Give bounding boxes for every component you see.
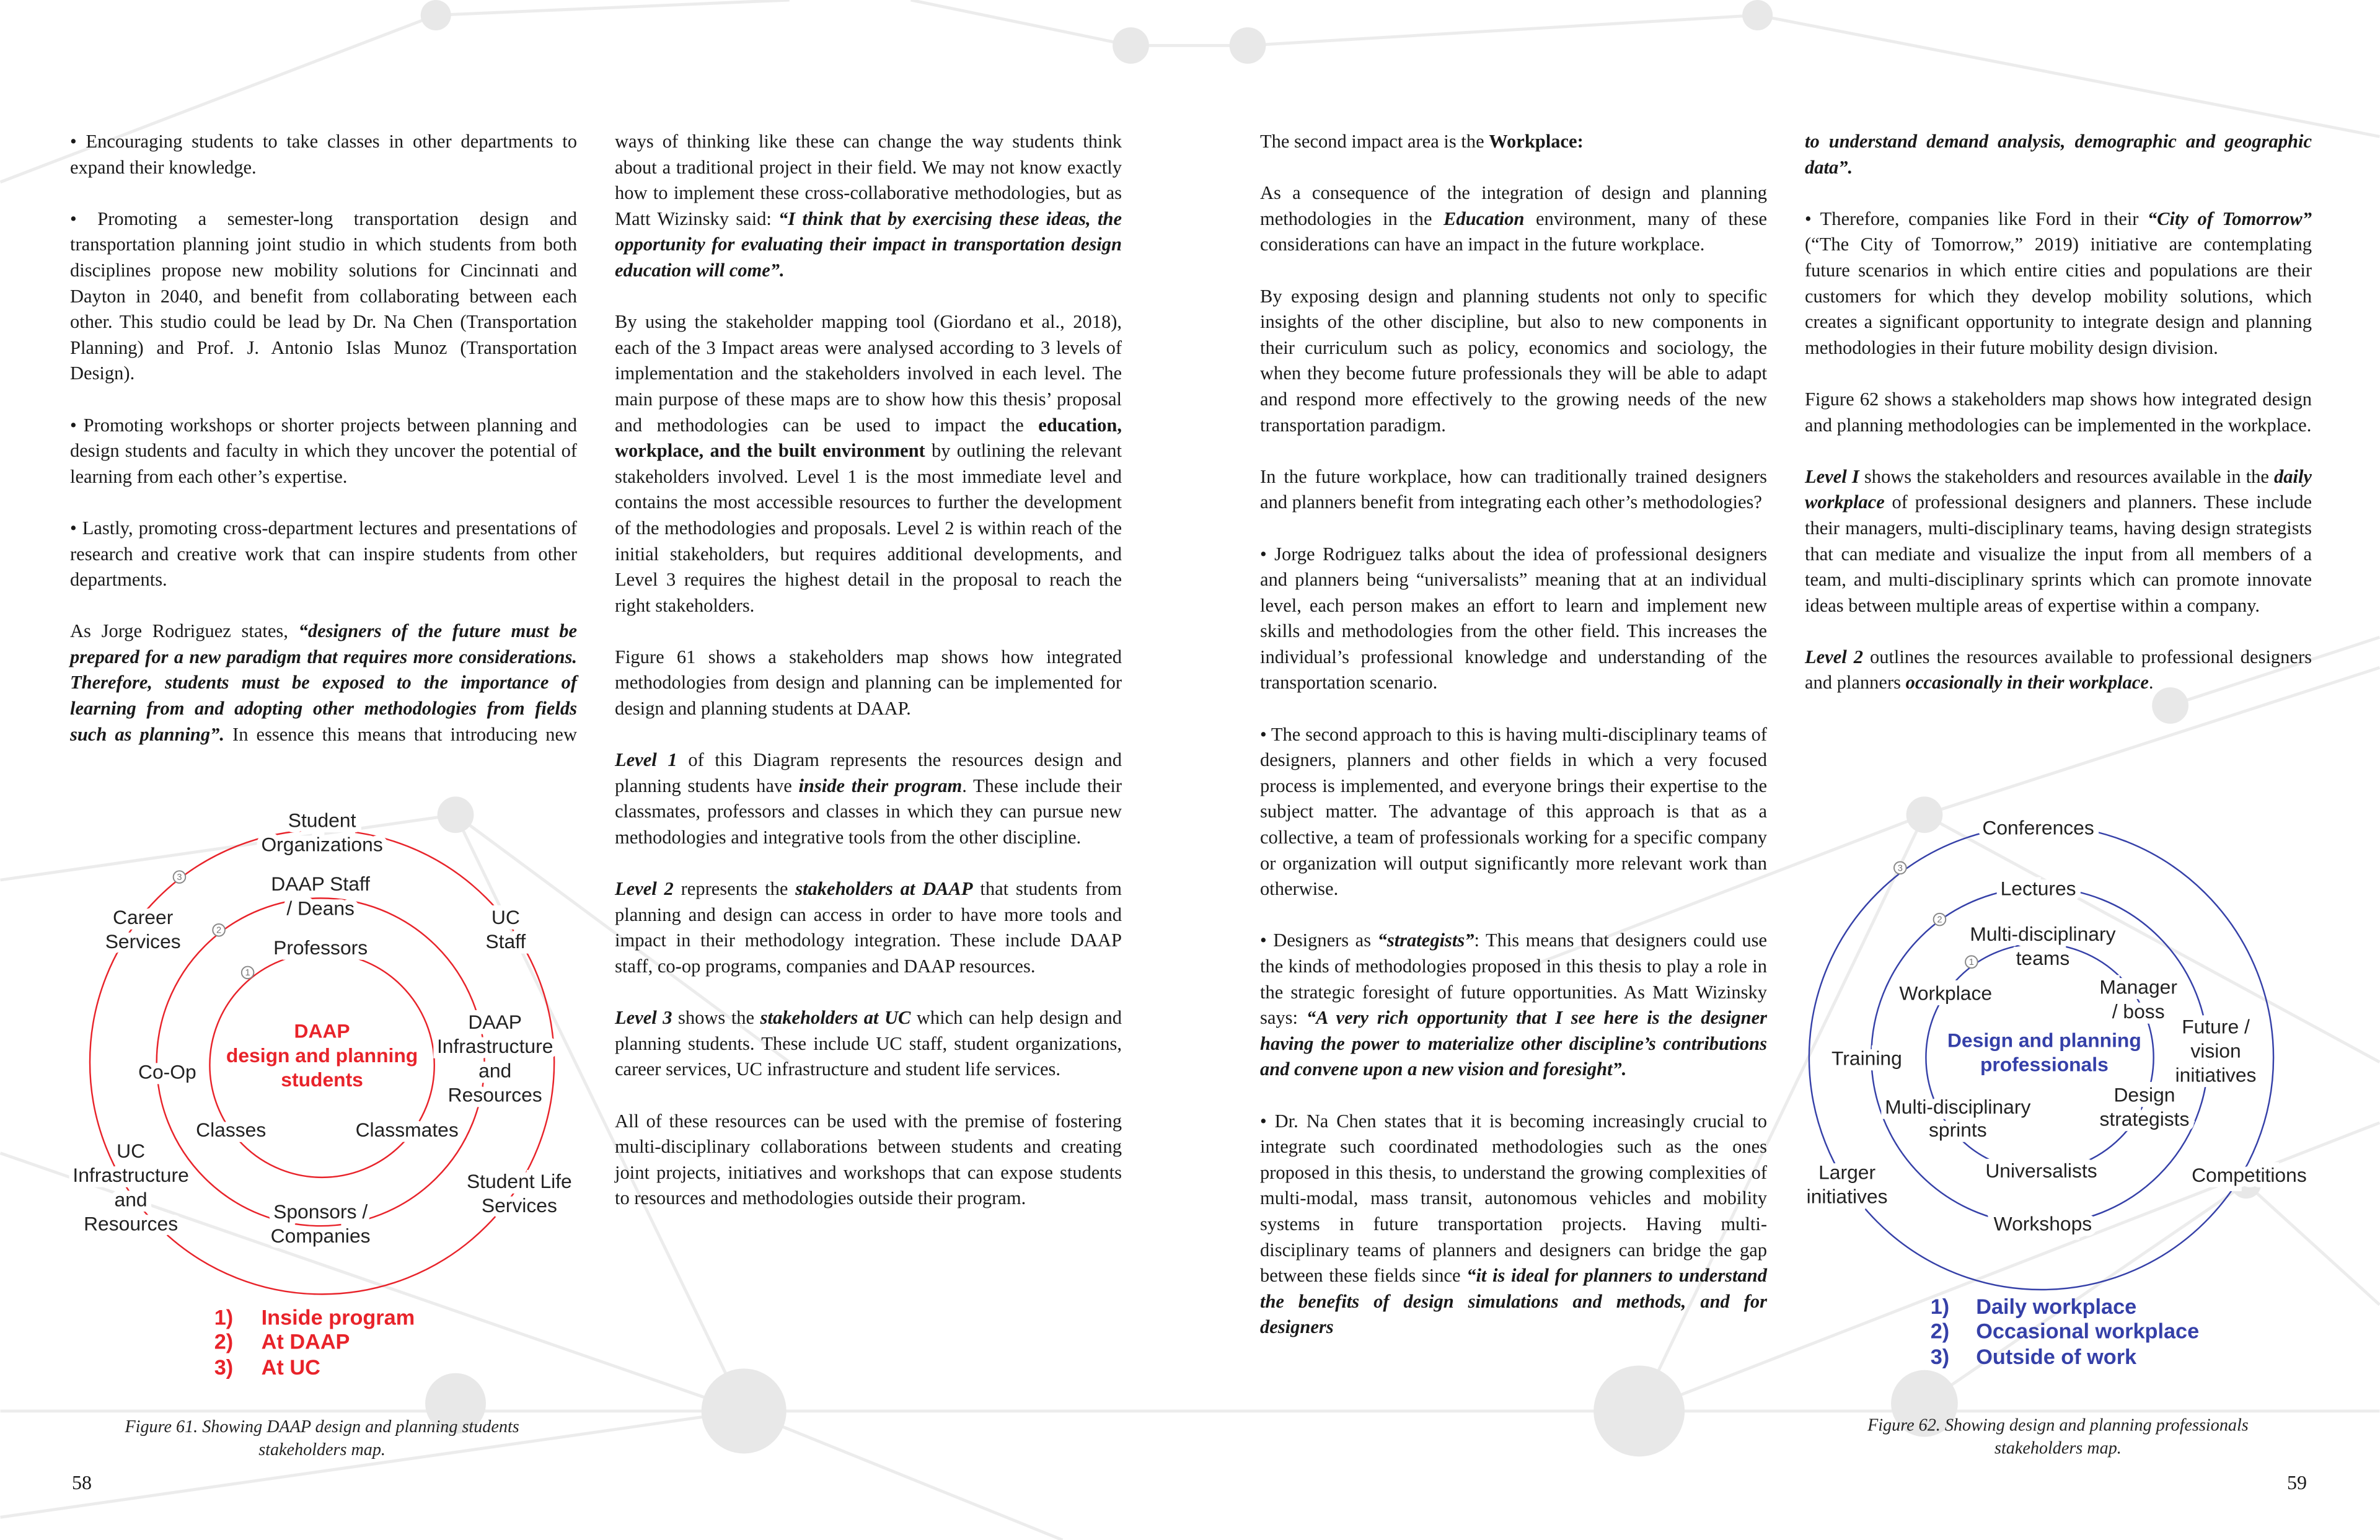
figure-62-caption-1: Figure 62. Showing design and planning professionals bbox=[1867, 1415, 2249, 1435]
label-larger-2: initiatives bbox=[1806, 1185, 1888, 1208]
label-classes: Classes bbox=[196, 1118, 267, 1141]
label-daap-staff-1: DAAP Staff bbox=[271, 873, 371, 895]
paragraph bbox=[70, 206, 577, 387]
paragraph bbox=[615, 1109, 1122, 1212]
body-text: shows the stakeholders and resources available in the bbox=[1859, 465, 2274, 487]
body-text: (“The City of Tomorrow,” 2019) initiative are contemplating future scenarios in which entire cities and populations are their customers for which they develop mobility solutions, which creates a significant opportunity to integrate design and planning methodologies in their future mobility design division. bbox=[1805, 234, 2312, 358]
paragraph bbox=[1805, 645, 2312, 696]
figure-62-caption-2: stakeholders map. bbox=[1994, 1438, 2122, 1458]
body-text: By using the stakeholder mapping tool (Giordano et al., 2018), each of the 3 Impact areas were analysed according to 3 levels of implementation and the stakeholders involved in each level. The main purpose of these maps are to show how this thesis’ proposal and methodologies can be used to impact the bbox=[615, 311, 1122, 436]
label-daap-staff-2: / Deans bbox=[286, 897, 355, 920]
label-professors: Professors bbox=[273, 936, 368, 959]
body-text: • The second approach to this is having multi-disciplinary teams of designers, planners and other fields in which a very focused process is implemented, and everyone brings their expertise to the subject matter. The advantage of this approach is that as a collective, a team of professionals working for a specific company or organization will output significantly more relevant work than otherwise. bbox=[1260, 723, 1767, 900]
paragraph bbox=[1260, 180, 1767, 258]
label-career-1: Career bbox=[113, 906, 174, 929]
text-column-2 bbox=[615, 129, 1122, 1238]
label-student-life-1: Student Life bbox=[466, 1170, 572, 1193]
emphasis-text: stakeholders at DAAP bbox=[795, 878, 973, 900]
emphasis-text: daily workplace bbox=[1805, 465, 2312, 513]
label-uc-infra-2: Infrastructure bbox=[73, 1164, 189, 1187]
body-text: represents the bbox=[673, 878, 796, 900]
paragraph bbox=[1260, 464, 1767, 516]
legend-number: 1) bbox=[214, 1306, 234, 1330]
body-text: outlines the resources available to professional designers and planners bbox=[1805, 646, 2312, 693]
body-text: that students from planning and design can access in order to have more tools and impact in their methodology integration. These include DAAP staff, co-op programs, companies and DAAP resources. bbox=[615, 878, 1122, 977]
label-workplace: Workplace bbox=[1899, 982, 1993, 1005]
label-career-2: Services bbox=[105, 930, 181, 953]
legend-label: Inside program bbox=[261, 1306, 415, 1330]
legend-label: At UC bbox=[261, 1356, 320, 1380]
label-universalists: Universalists bbox=[1985, 1159, 2097, 1182]
label-uc-infra-1: UC bbox=[117, 1140, 146, 1163]
label-design-strat-2: strategists bbox=[2099, 1107, 2190, 1130]
label-sponsors-1: Sponsors / bbox=[273, 1200, 368, 1223]
label-md-sprints-1: Multi-disciplinary bbox=[1885, 1096, 2031, 1119]
ring-number-3: 3 bbox=[1897, 863, 1903, 874]
page-number-right: 59 bbox=[2287, 1471, 2307, 1494]
figure-61-diagram bbox=[73, 809, 571, 1459]
body-text: . These include their classmates, professors and classes in which they can pursue new methodologies and integrative tools from the other discipline. bbox=[615, 775, 1122, 848]
body-text: As a consequence of the integration of design and planning methodologies in the bbox=[1260, 182, 1767, 229]
body-text: of this Diagram represents the resources design and planning students have bbox=[615, 749, 1122, 796]
ring-number-2: 2 bbox=[1937, 915, 1942, 925]
center-label-1: DAAP bbox=[294, 1019, 350, 1042]
label-uc-infra-4: Resources bbox=[84, 1212, 178, 1235]
body-text: • Jorge Rodriguez talks about the idea of professional designers and planners being “universalists” meaning that at an individual level, each person makes an effort to learn and implement new skills and methodologies from the other field. This increases the individual’s professional knowledge and understanding of the transportation scenario. bbox=[1260, 543, 1767, 693]
emphasis-text: Education bbox=[1443, 208, 1525, 229]
paragraph bbox=[1805, 206, 2312, 361]
page-number-left: 58 bbox=[72, 1471, 92, 1494]
label-daap-infra-1: DAAP bbox=[468, 1010, 522, 1033]
paragraph bbox=[615, 309, 1122, 618]
label-conferences: Conferences bbox=[1982, 816, 2094, 839]
label-larger-1: Larger bbox=[1818, 1161, 1876, 1184]
label-design-strat-1: Design bbox=[2113, 1083, 2175, 1106]
paragraph bbox=[1805, 387, 2312, 438]
body-text: All of these resources can be used with the premise of fostering multi-disciplinary collaborations between students and creating joint projects, initiatives and workshops that can expose students to resources and methodologies outside their program. bbox=[615, 1110, 1122, 1209]
body-text: Figure 61 shows a stakeholders map shows how integrated methodologies from design and planning can be implemented for design and planning students at DAAP. bbox=[615, 646, 1122, 719]
paragraph bbox=[70, 413, 577, 490]
label-daap-infra-2: Infrastructure bbox=[436, 1035, 553, 1058]
emphasis-text: stakeholders at UC bbox=[760, 1007, 911, 1029]
label-uc-infra-3: and bbox=[114, 1188, 148, 1211]
emphasis-text: Level 2 bbox=[615, 878, 674, 900]
text-column-1 bbox=[70, 129, 577, 773]
body-text: • Lastly, promoting cross-department lectures and presentations of research and creative work that can inspire students from other departments. bbox=[70, 517, 577, 591]
legend bbox=[214, 1306, 415, 1379]
legend-label: Daily workplace bbox=[1976, 1295, 2137, 1319]
label-md-sprints-2: sprints bbox=[1928, 1118, 1987, 1141]
label-future-2: vision bbox=[2190, 1039, 2241, 1062]
paragraph bbox=[1260, 722, 1767, 902]
text-column-4 bbox=[1805, 129, 2312, 722]
figure-62-diagram bbox=[1807, 817, 2307, 1458]
label-md-teams-2: teams bbox=[2016, 947, 2070, 970]
figure-61-caption-1: Figure 61. Showing DAAP design and planning students bbox=[125, 1417, 519, 1437]
label-student-org-1: Student bbox=[288, 809, 356, 832]
legend bbox=[1931, 1295, 2199, 1369]
label-coop: Co-Op bbox=[138, 1060, 196, 1083]
center-label-3: students bbox=[281, 1068, 363, 1091]
paragraph bbox=[70, 618, 577, 747]
paragraph bbox=[1260, 1109, 1767, 1340]
body-text: • Therefore, companies like Ford in their bbox=[1805, 208, 2148, 229]
body-text: which can help design and planning students. These include UC staff, student organizations, career services, UC infrastructure and student life services. bbox=[615, 1007, 1122, 1080]
label-lectures: Lectures bbox=[2000, 877, 2076, 900]
paragraph bbox=[1260, 542, 1767, 697]
body-text: In essence this means that introducing new bbox=[224, 723, 577, 745]
emphasis-text: “I think that by exercising these ideas, the opportunity for evaluating their impact in transportation design education will come”. bbox=[615, 208, 1122, 281]
label-training: Training bbox=[1831, 1047, 1902, 1070]
ring-number-3: 3 bbox=[177, 873, 182, 883]
label-student-life-2: Services bbox=[481, 1194, 557, 1217]
label-future-1: Future / bbox=[2182, 1015, 2250, 1038]
body-text: By exposing design and planning students not only to specific insights of the other discipline, but also to new components in their curriculum such as policy, economics and sociology, the when they become future professionals they will be able to adapt and respond more effectively to the growing needs of the new transportation paradigm. bbox=[1260, 285, 1767, 436]
paragraph bbox=[1260, 284, 1767, 439]
emphasis-text: education, workplace, and the built environment bbox=[615, 414, 1122, 462]
paragraph bbox=[1805, 129, 2312, 180]
paragraph bbox=[1805, 464, 2312, 619]
body-text: environment, many of these considerations can have an impact in the future workplace. bbox=[1260, 208, 1767, 255]
emphasis-text: Level 2 bbox=[1805, 646, 1863, 667]
emphasis-text: to understand demand analysis, demographic and geographic data”. bbox=[1805, 131, 2312, 178]
emphasis-text: Level 1 bbox=[615, 749, 677, 771]
emphasis-text: Level I bbox=[1805, 465, 1859, 487]
paragraph bbox=[70, 516, 577, 593]
legend-label: Outside of work bbox=[1976, 1345, 2137, 1369]
body-text: • Encouraging students to take classes in other departments to expand their knowledge. bbox=[70, 131, 577, 178]
body-text: shows the bbox=[672, 1007, 760, 1029]
emphasis-text: “it is ideal for planners to understand the benefits of design simulations and methods, and for designers bbox=[1260, 1265, 1767, 1338]
emphasis-text: inside their program bbox=[798, 775, 963, 796]
label-workshops: Workshops bbox=[1993, 1212, 2092, 1235]
body-text: : This means that designers could use the kinds of methodologies proposed in this thesis to play a role in the strategic foresight of future opportunities. As Matt Wizinsky says: bbox=[1260, 930, 1767, 1029]
body-text: Figure 62 shows a stakeholders map shows how integrated design and planning methodologies can be implemented in the workplace. bbox=[1805, 388, 2312, 436]
paragraph bbox=[615, 876, 1122, 979]
label-future-3: initiatives bbox=[2175, 1063, 2257, 1086]
body-text: . bbox=[2148, 672, 2154, 693]
paragraph bbox=[1260, 928, 1767, 1083]
emphasis-text: “strategists” bbox=[1377, 930, 1474, 951]
body-text: by outlining the relevant stakeholders involved. Level 1 is the most immediate level and contains the most accessible resources to further the development of the methodologies and proposals. Level 2 is within reach of the initial stakeholders, but requires additional developments, and Level 3 requires the highest detail in the proposal to reach the right stakeholders. bbox=[615, 440, 1122, 616]
body-text: • Designers as bbox=[1260, 930, 1378, 951]
body-text: • Promoting workshops or shorter projects between planning and design students and faculty in which they uncover the potential of learning from each other’s expertise. bbox=[70, 414, 577, 487]
label-md-teams-1: Multi-disciplinary bbox=[1970, 922, 2116, 945]
label-daap-infra-4: Resources bbox=[447, 1083, 542, 1106]
figure-61-caption-2: stakeholders map. bbox=[258, 1440, 386, 1459]
label-uc-staff-2: Staff bbox=[485, 930, 526, 953]
paragraph bbox=[615, 1005, 1122, 1083]
center-label-1: Design and planning bbox=[1947, 1029, 2141, 1052]
legend-number: 1) bbox=[1930, 1295, 1950, 1319]
label-competitions: Competitions bbox=[2192, 1164, 2307, 1187]
legend-number: 2) bbox=[1930, 1319, 1950, 1344]
emphasis-text: Workplace: bbox=[1489, 131, 1584, 152]
legend-label: At DAAP bbox=[261, 1330, 350, 1354]
paragraph bbox=[70, 129, 577, 180]
ring-number-badges bbox=[174, 871, 254, 979]
emphasis-text: “City of Tomorrow” bbox=[2147, 208, 2312, 229]
emphasis-text: “designers of the future must be prepared for a new paradigm that requires more considerations. Therefore, students must be exposed to the importance of learning from and adopting other methodologies from fields such as planning”. bbox=[70, 620, 578, 745]
label-manager-2: / boss bbox=[2112, 1000, 2165, 1023]
center-label-2: professionals bbox=[1980, 1053, 2109, 1076]
legend-number: 3) bbox=[1930, 1345, 1950, 1369]
legend-label: Occasional workplace bbox=[1976, 1319, 2200, 1344]
paragraph bbox=[615, 645, 1122, 722]
body-text: In the future workplace, how can traditionally trained designers and planners benefit from integrating each other’s methodologies? bbox=[1260, 465, 1767, 513]
label-sponsors-2: Companies bbox=[270, 1225, 371, 1247]
body-text: ways of thinking like these can change the way students think about a traditional project in their field. We may not know exactly how to implement these cross-collaborative methodologies, but as Matt Wizinsky said: bbox=[615, 131, 1122, 229]
ring-number-2: 2 bbox=[216, 925, 222, 936]
body-text: As Jorge Rodriguez states, bbox=[70, 620, 299, 642]
label-uc-staff-1: UC bbox=[491, 906, 520, 929]
ring-number-1: 1 bbox=[1968, 957, 1974, 968]
emphasis-text: “A very rich opportunity that I see here is the designer having the power to materialize other discipline’s contributions and convene upon a new vision and foresight”. bbox=[1260, 1007, 1768, 1080]
ring-number-1: 1 bbox=[245, 968, 250, 979]
emphasis-text: Level 3 bbox=[615, 1007, 672, 1029]
body-text: • Dr. Na Chen states that it is becoming increasingly crucial to integrate such coordinated methodologies such as the ones proposed in this thesis, to understand the growing complexities of multi-modal, mass transit, autonomous vehicles and mobility systems in future transportation projects. Having multi-disciplinary teams of planners and designers can bridge the gap between these fields since bbox=[1260, 1110, 1767, 1287]
label-classmates: Classmates bbox=[355, 1118, 459, 1141]
body-text: • Promoting a semester-long transportation design and transportation planning joint studio in which students from both disciplines propose new mobility solutions for Cincinnati and Dayton in 2040, and benefit from collaborating between each other. This studio could be lead by Dr. Na Chen (Transportation Planning) and Prof. J. Antonio Islas Munoz (Transportation Design). bbox=[70, 208, 577, 384]
label-daap-infra-3: and bbox=[478, 1059, 512, 1082]
paragraph bbox=[615, 129, 1122, 284]
label-student-org-2: Organizations bbox=[261, 833, 383, 856]
paragraph bbox=[615, 747, 1122, 850]
body-text: The second impact area is the bbox=[1260, 131, 1489, 152]
label-manager-1: Manager bbox=[2099, 975, 2177, 998]
center-label-2: design and planning bbox=[226, 1044, 418, 1067]
legend-number: 3) bbox=[214, 1356, 234, 1380]
paragraph bbox=[1260, 129, 1767, 155]
body-text: of professional designers and planners. These include their managers, multi-disciplinary teams, having design strategists that can mediate and visualize the input from all members of a team, and multi-disciplinary sprints which can promote innovate ideas between multiple areas of expertise within a company. bbox=[1805, 491, 2312, 616]
legend-number: 2) bbox=[214, 1330, 234, 1354]
text-column-3 bbox=[1260, 129, 1767, 1366]
emphasis-text: occasionally in their workplace bbox=[1905, 672, 2149, 693]
